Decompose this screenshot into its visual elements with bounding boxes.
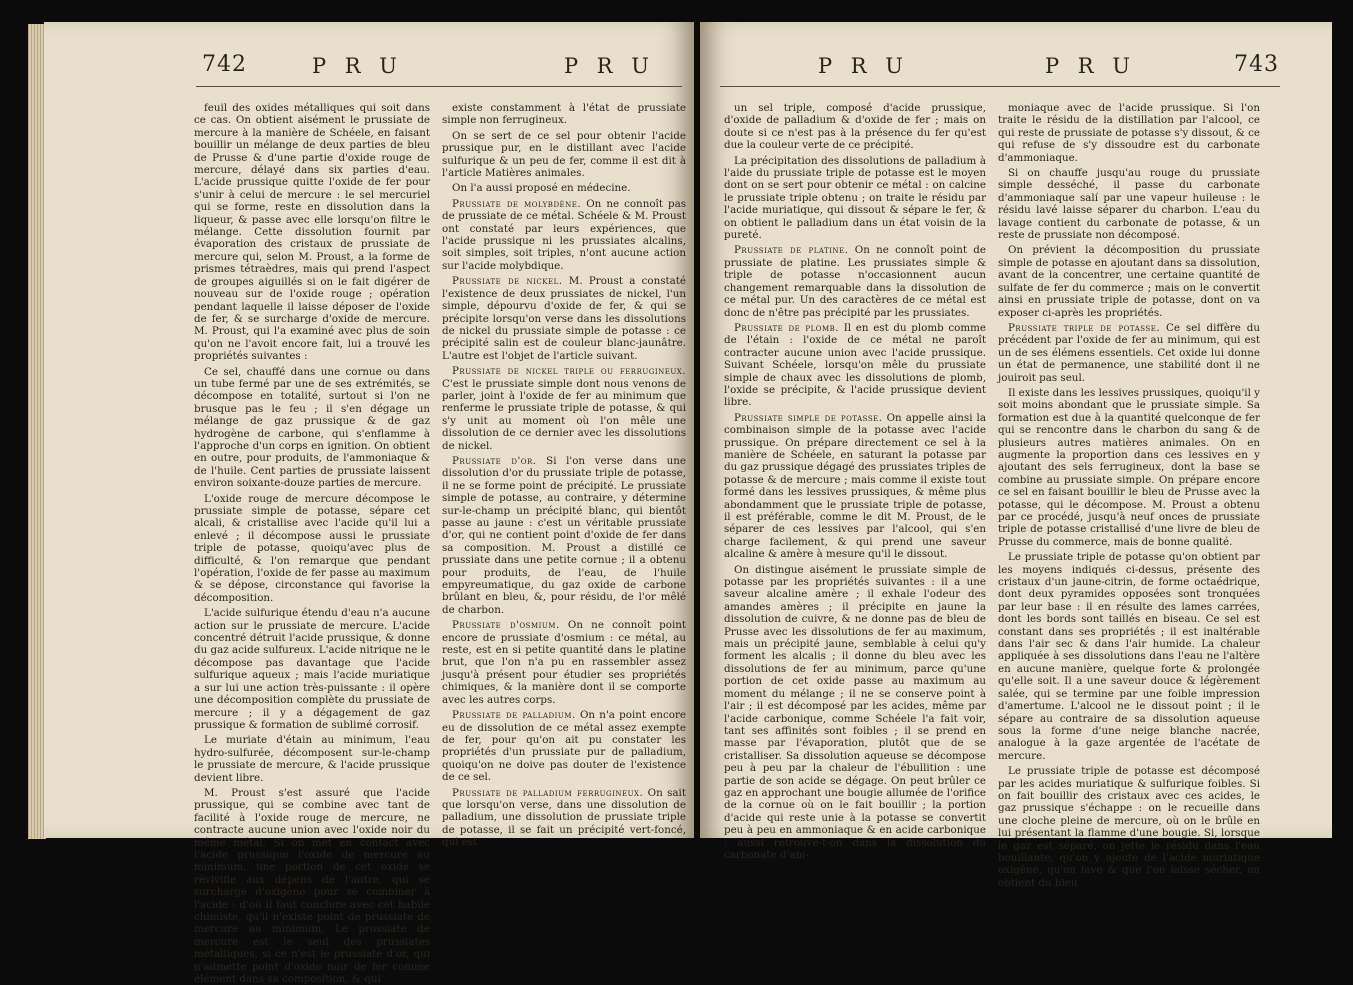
left-column-2 — [442, 102, 687, 849]
left-page — [44, 22, 694, 985]
paragraph-text: On distingue aisément le prussiate simple de potasse par les propriétés suivantes : il a une saveur alcaline amère ; il exhale l'odeur des amandes amères ; il précipite en jaune la dissolution de cuivre, & ne donne pas de bleu de Prusse avec les dissolutions de fer au maximum, mais un précipité jaune, semblable à celui qu'y forment les alcalis ; il donne du bleu avec les dissolutions de fer au minimum, parce qu'une portion de cet oxide passe au maximum au moment du mélange ; il ne se conserve point à l'air ; il est décomposé par les acides, même par l'acide carbonique, comme Schéele l'a fait voir, tant ses affinités sont foibles ; il se prend en masse par l'évaporation, plutôt que de se cristalliser. Sa dissolution aqueuse se décompose peu à peu par la chaleur de l'ébullition : une partie de son acide se dégage. On peut brûler ce gaz en approchant une bougie allumée de l'orifice de la cornue où on le fait bouillir ; la portion d'acide qui reste unie à la potasse se convertit peu à peu en ammoniaque & en acide carbonique : aussi retrouve-t-on dans la dissolution du carbonate d'am- — [724, 563, 986, 861]
left-page-header — [44, 52, 694, 82]
dictionary-entry — [442, 365, 686, 452]
entry-headword: Prussiate de palladium. — [452, 709, 576, 722]
paragraph-text: On n'a point encore eu de dissolution de ce métal assez exempte de fer, pour qu'on ait pu constater les propriétés d'un prussiate pur de palladium, quoiqu'on ne doive pas douter de l'existence de ce sel. — [442, 709, 686, 784]
paragraph-text: L'oxide rouge de mercure décompose le prussiate simple de potasse, sépare cet alcali, & cristallise avec l'acide qu'il lui a enlevé ; il décompose aussi le prussiate triple de potasse, quoiqu'avec plus de difficulté, & l'on remarque que pendant l'opération, l'oxide de fer passe au maximum & se dépose, circonstance qui favorise la décomposition. — [194, 492, 430, 604]
paragraph-text: On ne connoît pas de prussiate de ce métal. Schéele & M. Proust ont constaté par leurs expériences, que l'acide prussique ni les prussiates alcalins, soit simples, soit triples, n'ont aucune action sur l'acide molybdique. — [442, 197, 687, 272]
paragraph — [998, 244, 1260, 318]
paragraph-text: un sel triple, composé d'acide prussique, d'oxide de palladium & d'oxide de fer ; mais on doute si ce n'est pas à la présence du fer qu'est due la couleur verte de ce précipité. — [724, 102, 986, 152]
paragraph — [724, 102, 986, 152]
paragraph — [998, 167, 1260, 241]
paragraph-text: Le prussiate triple de potasse est décomposé par les acides muriatique & sulfurique foibles. Si on fait bouillir des cristaux avec ces acides, le gaz prussique s'échappe : on le recueille dans une cloche pleine de mercure, où on le brûle en lui présentant la flamme d'une bougie. Si, lorsque le gaz est séparé, on jette le résidu dans l'eau bouillante, qu'on y ajoute de l'acide muriatique oxigéné, qu'on lave & que l'on laisse sécher, on obtient du bleu — [998, 765, 1260, 889]
dictionary-entry — [442, 455, 686, 616]
paragraph-text: Si l'on verse dans une dissolution d'or du prussiate triple de potasse, il ne se forme point de précipité. Le prussiate simple de potasse, au contraire, y détermine sur-le-champ un précipité blanc, qui bientôt passe au jaune : c'est un véritable prussiate d'or, qui ne contient point d'oxide de fer dans sa composition. M. Proust a distillé ce prussiate dans une petite cornue ; il a obtenu pour produits, de l'eau, de l'huile empyreumatique, du gaz oxide de carbone brûlant en bleu, &, pour résidu, de l'or mêlé de charbon. — [442, 454, 686, 616]
paragraph — [724, 564, 986, 862]
paragraph-text: existe constamment à l'état de prussiate simple non ferrugineux. — [442, 102, 686, 127]
entry-headword: Prussiate triple de potasse. — [1008, 321, 1161, 334]
paragraph — [194, 102, 430, 363]
dictionary-entry — [442, 275, 686, 362]
paragraph-text: On ne connoît point de prussiate de platine. Les prussiates simple & triple de potasse n'occasionnent aucun changement remarquable dans la dissolution de ce métal pur. Un des caractères de ce métal est donc de n'être pas précipité par les prussiates. — [724, 244, 986, 319]
paragraph-text: Ce sel diffère du précédent par l'oxide de fer au minimum, qui est un de ses élémens essentiels. Cet oxide lui donne un état de permanence, une stabilité dont il ne jouiroit pas seul. — [998, 321, 1260, 384]
paragraph-text: On sait que lorsqu'on verse, dans une dissolution de palladium, une dissolution de prussiate triple de potasse, il se fait un précipité vert-foncé, qui est — [442, 786, 686, 849]
entry-headword: Prussiate de platine. — [734, 244, 849, 257]
paragraph-text: On ne connoît point encore de prussiate d'osmium : ce métal, au reste, est en si petite quantité dans le platine brut, que l'on n'a pu en rassembler assez jusqu'à présent pour étudier ses propriétés chimiques, & la manière dont il se comporte avec les autres corps. — [442, 619, 687, 706]
dictionary-entry — [442, 619, 686, 706]
right-header-rule — [720, 86, 1280, 87]
entry-headword: Prussiate simple de potasse. — [734, 411, 883, 424]
paragraph — [442, 182, 686, 194]
paragraph-text: Si on chauffe jusqu'au rouge du prussiate simple desséché, il passe du carbonate d'ammoniaque salí par une vapeur huileuse : le résidu lavé laisse séparer du charbon. L'eau du lavage contient du carbonate de potasse, & un reste de prussiate non décomposé. — [998, 167, 1260, 242]
paragraph — [442, 102, 686, 127]
entry-headword: Prussiate de nickel. — [452, 275, 563, 288]
dictionary-entry — [724, 244, 986, 318]
paragraph — [194, 366, 430, 490]
entry-headword: Prussiate de plomb. — [734, 321, 840, 334]
paragraph-text: M. Proust s'est assuré que l'acide prussique, qui se combine avec tant de facilité à l'oxide rouge de mercure, ne contracte aucune union avec l'oxide noir du même métal. Si on met en contact avec l'acide prussique l'oxide de mercure au minimum, une portion de cet oxide se révivifie aux dépens de l'autre, qui se surcharge d'oxigène pour se combiner à l'acide : d'où il faut conclure avec cet habile chimiste, qu'il n'existe point de prussiate de mercure au minimum. Le prussiate de mercure est le seul des prussiates métalliques, si ce n'est le prussiate d'or, qui n'admette point d'oxide noir de fer comme élément dans sa composition, & qui — [194, 786, 430, 985]
left-column-1 — [194, 102, 430, 985]
paragraph-text: Il en est du plomb comme de l'étain : l'oxide de ce métal ne paroît contracter aucune union avec l'acide prussique. Suivant Schéele, lorsqu'on mêle du prussiate simple de chaux avec les dissolutions de plomb, l'oxide se précipite, & l'acide prussique devient libre. — [724, 321, 987, 409]
paragraph-text: feuil des oxides métalliques qui soit dans ce cas. On obtient aisément le prussiate de mercure à la manière de Schéele, en faisant bouillir un mélange de deux parties de bleu de Prusse & d'une partie d'oxide rouge de mercure, délayé dans six parties d'eau. L'acide prussique quitte l'oxide de fer pour s'unir à celui de mercure : le sel mercuriel qui se forme, reste en dissolution dans la liqueur, & passe avec elle lorsqu'on filtre le mélange. Cette dissolution fournit par évaporation des cristaux de prussiate de mercure qui, selon M. Proust, a la forme de prismes tétraèdres, mais qui prend l'aspect de groupes aiguillés si on le fait digérer de nouveau sur de l'oxide rouge ; opération pendant laquelle il laisse déposer de l'oxide de fer, & se surcharge d'oxide de mercure. M. Proust, qui l'a examiné avec plus de soin qu'on ne l'avoit encore fait, lui a trouvé les propriétés suivantes : — [194, 102, 430, 363]
left-page-number: 742 — [202, 52, 247, 77]
dictionary-entry — [442, 198, 686, 272]
entry-headword: Prussiate de palladium ferrugineux. — [452, 786, 644, 799]
right-page-number: 743 — [1234, 52, 1279, 77]
right-column-2 — [998, 102, 1260, 889]
paragraph — [442, 130, 686, 180]
paragraph — [194, 734, 430, 784]
left-running-head-1: P R U — [312, 54, 403, 78]
dictionary-entry — [998, 322, 1260, 384]
paragraph-text: Ce sel, chauffé dans une cornue ou dans un tube fermé par une de ses extrémités, se décompose en totalité, surtout si l'on ne brusque pas le feu ; il s'en dégage un mélange de gaz prussique & de gaz hydrogène de carbone, qui s'enflamme à l'approche d'un corps en ignition. On obtient en outre, pour produits, de l'ammoniaque & de l'huile. Cent parties de prussiate laissent environ soixante-douze parties de mercure. — [194, 365, 430, 490]
paragraph — [194, 607, 430, 731]
left-running-head-2: P R U — [564, 54, 655, 78]
right-column-1 — [724, 102, 987, 861]
paragraph-text: On l'a aussi proposé en médecine. — [452, 182, 631, 195]
paragraph — [194, 493, 430, 605]
paragraph-text: moniaque avec de l'acide prussique. Si l'on traite le résidu de la distillation par l'alcool, ce qui reste de prussiate de potasse s'y dissout, & ce qui refuse de s'y dissoudre est du carbonate d'ammoniaque. — [998, 102, 1260, 164]
right-page — [700, 22, 1332, 889]
paragraph-text: L'acide sulfurique étendu d'eau n'a aucune action sur le prussiate de mercure. L'acide concentré détruit l'acide prussique, & donne du gaz acide sulfureux. L'acide nitrique ne le décompose pas davantage que l'acide sulfurique aqueux ; mais l'acide muriatique a sur lui une action très-puissante : il opère une décomposition complète du prussiate de mercure ; il y a dégagement de gaz prussique & formation de sublimé corrosif. — [194, 607, 430, 731]
dictionary-entry — [442, 709, 686, 783]
paragraph-text: Il existe dans les lessives prussiques, quoiqu'il y soit moins abondant que le prussiate simple. Sa formation est due à la quantité quelconque de fer qui se rencontre dans le charbon du sang & de plusieurs autres matières animales. On en augmente la proportion dans ces lessives en y ajoutant des sels ferrugineux, dont la base se combine au prussiate simple. On prépare encore ce sel en faisant bouillir le bleu de Prusse avec la potasse, qui le décompose. M. Proust a obtenu par ce procédé, jusqu'à neuf onces de prussiate triple de potasse cristallisé d'une livre de bleu de Prusse du commerce, mais de bonne qualité. — [998, 386, 1260, 548]
dictionary-entry — [724, 322, 986, 409]
paragraph-text: On se sert de ce sel pour obtenir l'acide prussique pur, en le distillant avec l'acide sulfurique & un peu de fer, comme il est dit à l'article Matières animales. — [442, 129, 686, 180]
right-running-head-1: P R U — [818, 54, 909, 78]
paragraph — [724, 155, 986, 242]
dictionary-entry — [724, 412, 986, 561]
paragraph-text: M. Proust a constaté l'existence de deux prussiates de nickel, l'un simple, dépourvu d'oxide de fer, & qui se précipite lorsqu'on verse dans les dissolutions de nickel du prussiate simple de potasse : ce précipité salin est de couleur blanc-jaunâtre. L'autre est l'objet de l'article suivant. — [442, 275, 686, 362]
right-page-header — [700, 52, 1332, 82]
paragraph — [194, 787, 430, 985]
paragraph-text: Le prussiate triple de potasse qu'on obtient par les moyens indiqués ci-dessus, présente des cristaux d'un jaune-citrin, de forme octaédrique, dont deux pyramides opposées sont tronquées par leur base : il en résulte des lames carrées, dont les bords sont taillés en biseau. Ce sel est constant dans ses propriétés ; il est inaltérable dans l'air sec & dans l'air humide. La chaleur appliquée à ses dissolutions dans l'eau ne l'altère en aucune manière, quelque forte & prolongée qu'elle soit. Il a une saveur douce & légèrement salée, qui se termine par une foible impression d'amertume. L'alcool ne le dissout point ; il le sépare au contraire de sa dissolution aqueuse sous la forme d'une neige blanche nacrée, analogue à la gaze argentée de l'acétate de mercure. — [998, 551, 1260, 762]
left-header-rule — [196, 86, 682, 87]
paragraph — [998, 765, 1260, 889]
paragraph-text: On prévient la décomposition du prussiate simple de potasse en ajoutant dans sa dissolution, avant de la concentrer, une certaine quantité de sulfate de fer du commerce ; mais on le convertit ainsi en prussiate triple de potasse, dont on va exposer ci-après les propriétés. — [998, 244, 1260, 319]
paragraph-text: Le muriate d'étain au minimum, l'eau hydro-sulfurée, décomposent sur-le-champ le prussiate de mercure, & l'acide prussique devient libre. — [194, 734, 430, 784]
paragraph-text: C'est le prussiate simple dont nous venons de parler, joint à l'oxide de fer au minimum que renferme le prussiate triple de potasse, & qui s'y unit au moment où l'on mêle une dissolution de ce dernier avec les dissolutions de nickel. — [442, 377, 686, 452]
entry-headword: Prussiate d'or. — [452, 454, 537, 467]
paragraph-text: On appelle ainsi la combinaison simple de la potasse avec l'acide prussique. On prépare directement ce sel à la manière de Schéele, en saturant la potasse par du gaz prussique dégagé des prussiates triples de potasse & de mercure ; mais comme il existe tout formé dans les lessives prussiques, & même plus abondamment que le prussiate triple de potasse, il est préférable, comme le dit M. Proust, de le séparer de ces lessives par l'alcool, qui s'en charge facilement, & qui prend une saveur alcaline & amère à mesure qu'il le dissout. — [724, 411, 986, 561]
paragraph — [998, 387, 1260, 548]
right-running-head-2: P R U — [1045, 54, 1136, 78]
entry-headword: Prussiate de nickel triple ou ferrugineux. — [452, 365, 686, 378]
paragraph — [998, 102, 1260, 164]
paragraph-text: La précipitation des dissolutions de palladium à l'aide du prussiate triple de potasse est le moyen dont on se sert pour obtenir ce métal : on calcine le prussiate triple obtenu ; on traite le résidu par l'acide muriatique, qui dissout & sépare le fer, & on obtient le palladium dans un état voisin de la pureté. — [724, 154, 986, 242]
entry-headword: Prussiate de molybdène. — [452, 197, 582, 210]
paragraph — [998, 551, 1260, 762]
dictionary-entry — [442, 787, 686, 849]
entry-headword: Prussiate d'osmium. — [452, 619, 560, 632]
